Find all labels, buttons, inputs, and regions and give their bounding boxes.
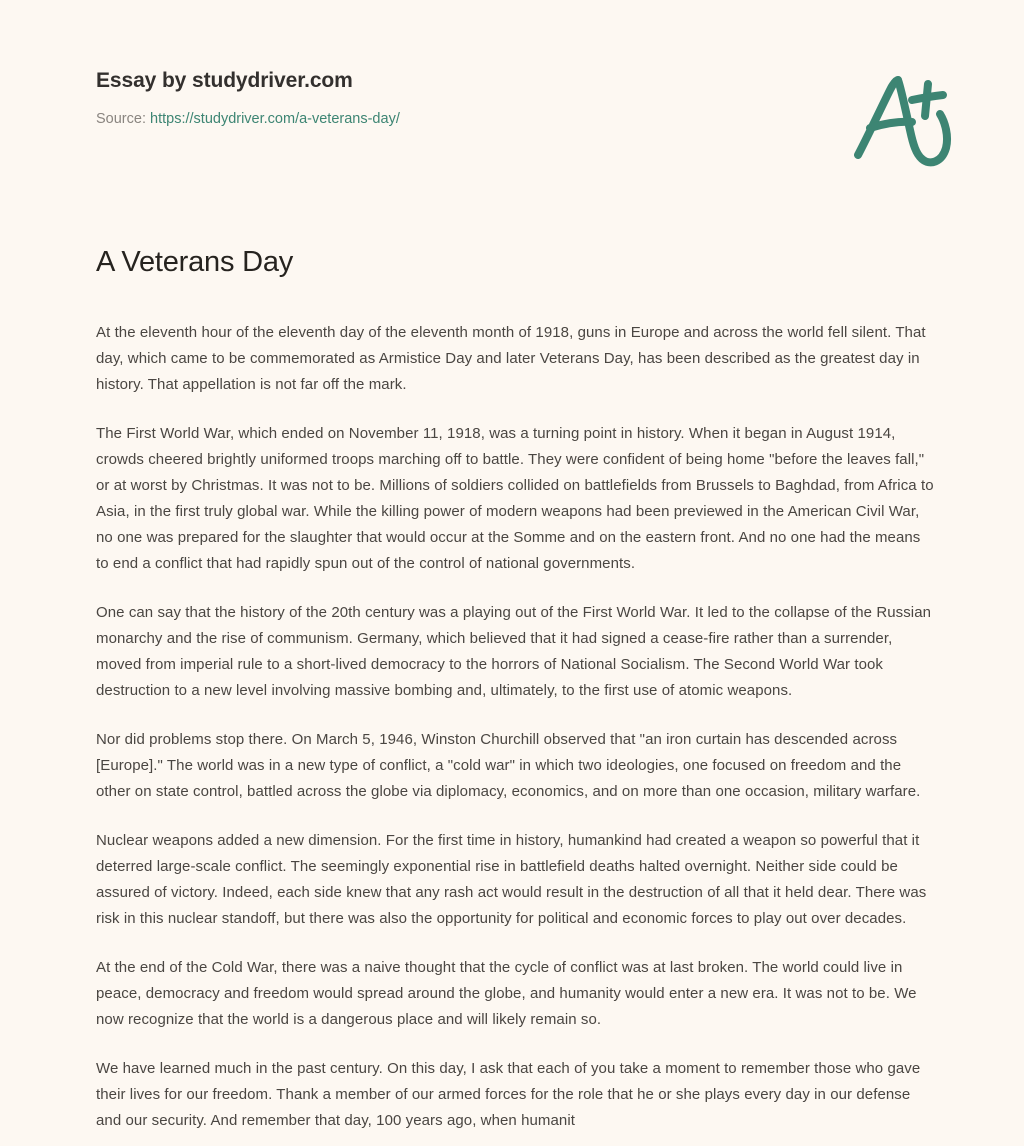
- brand-title: Essay by studydriver.com: [96, 69, 353, 92]
- paragraph: One can say that the history of the 20th century was a playing out of the First World War. It led to the collapse of the Russian monarchy and the rise of communism. Germany, which believed that it had signed a cease-fire rather than a surrender, moved from imperial rule to a short-lived democracy to the horrors of National Socialism. The Second World War took destruction to a new level involving massive bombing and, ultimately, to the first use of atomic weapons.: [96, 604, 932, 700]
- brand-block: [96, 68, 716, 129]
- paragraph: The First World War, which ended on November 11, 1918, was a turning point in history. When it began in August 1914, crowds cheered brightly uniformed troops marching off to battle. They were confident of being home "before the leaves fall," or at worst by Christmas. It was not to be. Millions of soldiers collided on battlefields from Brussels to Baghdad, from Africa to Asia, in the first truly global war. While the killing power of modern weapons had been previewed in the American Civil War, no one was prepared for the slaughter that would occur at the Somme and on the eastern front. And no one had the means to end a conflict that had rapidly spun out of the control of national governments.: [96, 425, 934, 573]
- paragraph: We have learned much in the past century. On this day, I ask that each of you take a moment to remember those who gave their lives for our freedom. Thank a member of our armed forces for the role that he or she plays every day in our defense and our security. And remember that day, 100 years ago, when humanit: [96, 1060, 921, 1130]
- page-title: A Veterans Day: [96, 246, 294, 278]
- paragraph: Nuclear weapons added a new dimension. For the first time in history, humankind had created a weapon so powerful that it deterred large-scale conflict. The seemingly exponential rise in battlefield deaths halted overnight. Neither side could be assured of victory. Indeed, each side knew that any rash act would result in the destruction of all that it held dear. There was risk in this nuclear standoff, but there was also the opportunity for political and economic forces to play out over decades.: [96, 832, 927, 928]
- source-label: Source:: [96, 111, 146, 128]
- studydriver-logo[interactable]: [850, 62, 962, 174]
- a-plus-logo-icon: [850, 62, 962, 174]
- document-header: [0, 0, 1024, 200]
- source-line: [96, 110, 716, 129]
- paragraph: Nor did problems stop there. On March 5, 1946, Winston Churchill observed that "an iron curtain has descended across [Europe]." The world was in a new type of conflict, a "cold war" in which two ideologies, one focused on freedom and the other on state control, battled across the globe via diplomacy, economics, and on more than one occasion, military warfare.: [96, 731, 921, 801]
- article-body: [96, 320, 936, 1134]
- source-url-link[interactable]: https://studydriver.com/a-veterans-day/: [150, 111, 400, 128]
- article: [96, 244, 936, 1134]
- paragraph: At the end of the Cold War, there was a naive thought that the cycle of conflict was at last broken. The world could live in peace, democracy and freedom would spread around the globe, and humanity would enter a new era. It was not to be. We now recognize that the world is a dangerous place and will likely remain so.: [96, 959, 917, 1029]
- paragraph: At the eleventh hour of the eleventh day of the eleventh month of 1918, guns in Europe and across the world fell silent. That day, which came to be commemorated as Armistice Day and later Veterans Day, has been described as the greatest day in history. That appellation is not far off the mark.: [96, 324, 926, 394]
